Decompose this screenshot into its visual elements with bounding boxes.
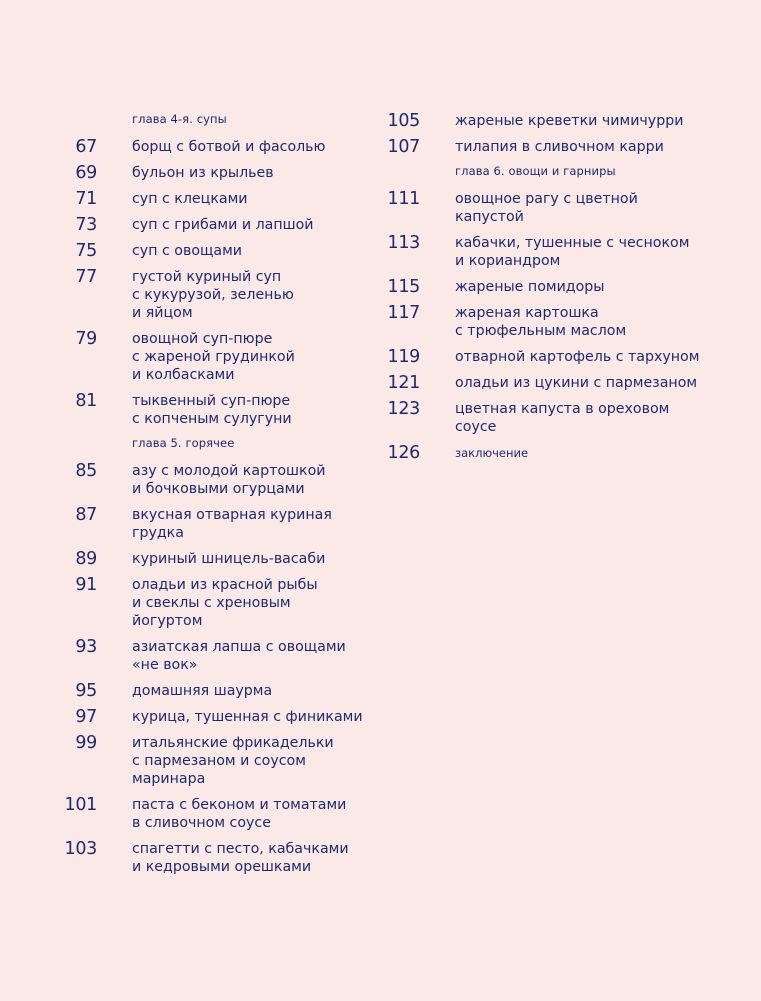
recipe-title: тыквенный суп-пюре с копченым сулугуни (132, 393, 292, 427)
page-number: 77 (75, 267, 97, 287)
recipe-title: суп с овощами (132, 243, 242, 259)
page-number: 89 (75, 549, 97, 569)
recipe-title: курица, тушенная с финиками (132, 709, 363, 725)
recipe-title: спагетти с песто, кабачками и кедровыми орешками (132, 841, 349, 875)
page-number: 123 (387, 399, 420, 419)
toc-left-column (60, 112, 380, 884)
page-number: 69 (75, 163, 97, 183)
recipe-title: паста с беконом и томатами в сливочном соусе (132, 797, 347, 831)
recipe-title: жареные помидоры (455, 279, 605, 295)
page-number: 67 (75, 137, 97, 157)
toc-entry-page-77 (60, 268, 380, 322)
toc-entry-page-107 (383, 138, 723, 156)
recipe-title: кабачки, тушенные с чесноком и кориандром (455, 235, 690, 269)
toc-entry-page-121 (383, 374, 723, 392)
toc-entry-page-95 (60, 682, 380, 700)
toc-entry-page-111 (383, 190, 723, 226)
page-number: 75 (75, 241, 97, 261)
toc-entry-page-115 (383, 278, 723, 296)
toc-entry-page-91 (60, 576, 380, 630)
toc-entry-page-89 (60, 550, 380, 568)
recipe-title: жареные креветки чимичурри (455, 113, 684, 129)
recipe-title: овощное рагу с цветной капустой (455, 191, 638, 225)
toc-entry-page-75 (60, 242, 380, 260)
toc-entry-page-126 (383, 444, 723, 462)
page-number: 97 (75, 707, 97, 727)
page-number: 115 (387, 277, 420, 297)
toc-entry-page-81 (60, 392, 380, 428)
page-number: 111 (387, 189, 420, 209)
toc-entry-page-105 (383, 112, 723, 130)
toc-entry-page-85 (60, 462, 380, 498)
recipe-title: овощной суп-пюре с жареной грудинкой и колбасками (132, 331, 295, 383)
page-number: 81 (75, 391, 97, 411)
page-number: 71 (75, 189, 97, 209)
toc-entry-page-79 (60, 330, 380, 384)
chapter-heading: глава 5. горячее (132, 436, 235, 450)
page-number: 73 (75, 215, 97, 235)
recipe-title: куриный шницель-васаби (132, 551, 326, 567)
recipe-title: борщ с ботвой и фасолью (132, 139, 326, 155)
page-number: 95 (75, 681, 97, 701)
chapter-heading: глава 6. овощи и гарниры (455, 164, 616, 178)
page-number: 121 (387, 373, 420, 393)
page-number: 93 (75, 637, 97, 657)
page-number: 99 (75, 733, 97, 753)
recipe-title: оладьи из цукини с пармезаном (455, 375, 698, 391)
recipe-title: оладьи из красной рыбы и свеклы с хреновым йогуртом (132, 577, 318, 629)
recipe-title: азу с молодой картошкой и бочковыми огурцами (132, 463, 326, 497)
toc-entry-page-73 (60, 216, 380, 234)
toc-entry-page-71 (60, 190, 380, 208)
toc-right-column (383, 112, 723, 470)
toc-entry-page-99 (60, 734, 380, 788)
chapter-heading: глава 4-я. супы (132, 112, 227, 126)
recipe-title: густой куриный суп с кукурузой, зеленью и яйцом (132, 269, 294, 321)
toc-entry-page-117 (383, 304, 723, 340)
page-number: 79 (75, 329, 97, 349)
page-number: 87 (75, 505, 97, 525)
recipe-title: азиатская лапша с овощами «не вок» (132, 639, 346, 673)
toc-entry-page-69 (60, 164, 380, 182)
page-number: 107 (387, 137, 420, 157)
toc-entry-page-87 (60, 506, 380, 542)
toc-entry-page-113 (383, 234, 723, 270)
recipe-title: цветная капуста в ореховом соусе (455, 401, 670, 435)
toc-entry-page-123 (383, 400, 723, 436)
toc-entry-page-101 (60, 796, 380, 832)
recipe-title: тилапия в сливочном карри (455, 139, 664, 155)
recipe-title: суп с грибами и лапшой (132, 217, 314, 233)
recipe-title: суп с клецками (132, 191, 248, 207)
page-number: 103 (64, 839, 97, 859)
toc-entry-page-103 (60, 840, 380, 876)
page-number: 101 (64, 795, 97, 815)
toc-entry-page-93 (60, 638, 380, 674)
page-number: 113 (387, 233, 420, 253)
toc-entry-page-119 (383, 348, 723, 366)
recipe-title: заключение (455, 446, 529, 460)
recipe-title: отварной картофель с тархуном (455, 349, 700, 365)
toc-entry-page-67 (60, 138, 380, 156)
page-number: 91 (75, 575, 97, 595)
recipe-title: вкусная отварная куриная грудка (132, 507, 332, 541)
page-number: 85 (75, 461, 97, 481)
recipe-title: бульон из крыльев (132, 165, 274, 181)
toc-entry-page-97 (60, 708, 380, 726)
page-number: 126 (387, 443, 420, 463)
page-number: 105 (387, 111, 420, 131)
recipe-title: жареная картошка с трюфельным маслом (455, 305, 627, 339)
recipe-title: итальянские фрикадельки с пармезаном и соусом маринара (132, 735, 334, 787)
recipe-title: домашняя шаурма (132, 683, 273, 699)
page-number: 119 (387, 347, 420, 367)
page-number: 117 (387, 303, 420, 323)
